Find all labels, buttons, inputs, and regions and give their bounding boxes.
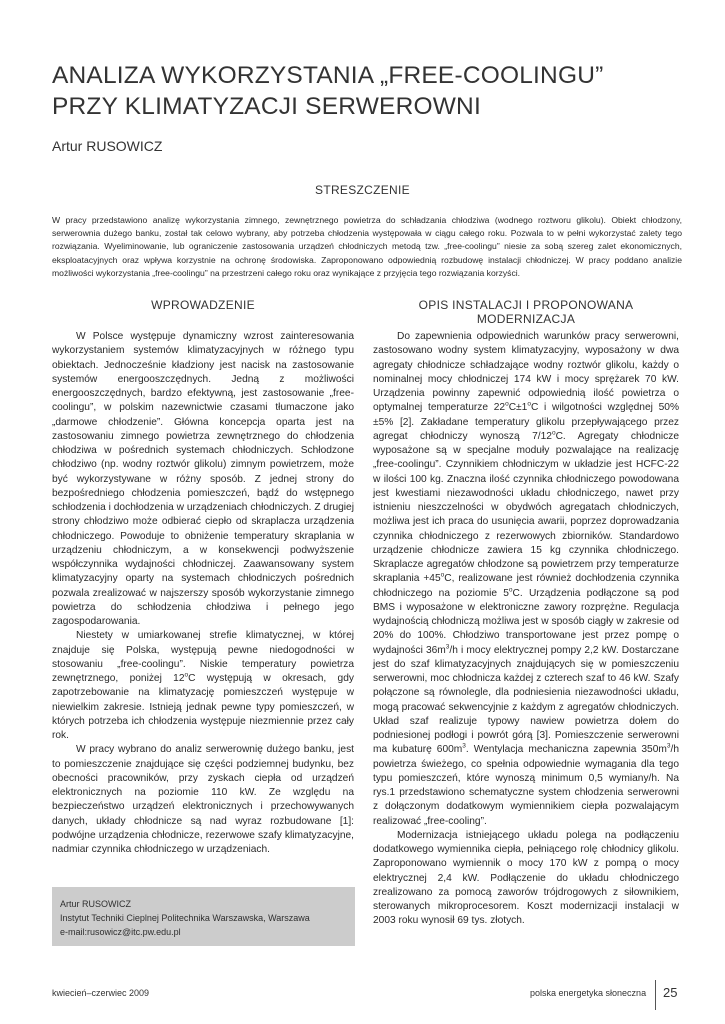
- page-number: 25: [663, 985, 678, 1000]
- abstract-text: W pracy przedstawiono analizę wykorzystania zimnego, zewnętrznego powietrza do schładzania chłodziwa (wodnego roztworu glikolu). Obiekt chłodzony, serwerownia dużego banku, został tak celowo wybrany, aby potrzeba chłodzenia występowała w ciągu całego roku. Pozwala to w pełni wykorzystać zalety tego rozwiązania. Wyeliminowanie, lub ograniczenie zastosowania urządzeń chłodniczych metodą tzw. „free-coolingu” niesie za sobą szereg zalet ekonomicznych, eksploatacyjnych oraz wpływa korzystnie na ochronę środowiska. Zaproponowano odpowiednią rozbudowę instalacji chłodniczej. W pracy poddano analizie możliwości wykorzystania „free-coolingu” na przestrzeni całego roku oraz wynikające z przyjęcia tego rozwiązania korzyści.: [52, 215, 682, 278]
- title-line-2: PRZY KLIMATYZACJI SERWEROWNI: [52, 93, 481, 120]
- intro-paragraph-2: Niestety w umiarkowanej strefie klimatycznej, w której znajduje się Polska, występują pewne niedogodności w stosowaniu „free-coolingu”. Niskie temperatury powietrza zewnętrznego, poniżej 12$^o$C występują w okresach, gdy zapotrzebowanie na klimatyzację pomieszczeń występuje w niewielkim zakresie. Istnieją jednak pewne typy pomieszczeń, w których potrzeba ich chłodzenia występuje niezmiennie przez cały rok.: [52, 630, 354, 741]
- affiliation-name: Artur RUSOWICZ: [60, 899, 131, 909]
- left-column: [52, 330, 354, 857]
- author-name: Artur RUSOWICZ: [52, 138, 163, 154]
- abstract-heading: STRESZCZENIE: [315, 183, 410, 197]
- author-affiliation-box: [52, 887, 355, 946]
- footer-journal: polska energetyka słoneczna: [530, 988, 647, 998]
- intro-paragraph-3: W pracy wybrano do analiz serwerownię dużego banku, jest to pomieszczenie znajdujące się części podziemnej budynku, bez obecności pracowników, przy zyskach ciepła od urządzeń elektronicznych na poziomie 110 kW. Ze względu na bezpieczeństwo urządzeń elektronicznych i przechowywanych danych, układy chłodnicze są nad wyraz rozbudowane [1]: podwójne urządzenia chłodnicze, rezerwowe szafy klimatyzacyjne, nadmiar czynnika chłodniczego w urządzeniach.: [52, 744, 354, 855]
- section-heading-installation: OPIS INSTALACJI I PROPONOWANA MODERNIZACJA: [418, 298, 634, 326]
- affiliation-institute: Instytut Techniki Cieplnej Politechnika Warszawska, Warszawa: [60, 913, 310, 923]
- installation-paragraph-2: Modernizacja istniejącego układu polega na podłączeniu dodatkowego wymiennika ciepła, pełniącego rolę chłodnicy glikolu. Zaproponowano wymiennik o mocy 170 kW z pompą o mocy elektrycznej 2,4 kW. Podłączenie do układu chłodniczego zrealizowano za pomocą zaworów trójdrogowych z siłownikiem, sterowanych mikroprocesorem. Koszt modernizacji instalacji w 2003 roku wynosił 69 tys. złotych.: [373, 829, 679, 927]
- affiliation-email: e-mail:rusowicz@itc.pw.edu.pl: [60, 927, 181, 937]
- intro-paragraph-1: W Polsce występuje dynamiczny wzrost zainteresowania wykorzystaniem systemów klimatyzacyjnych w różnego typu obiektach. Jednocześnie kładziony jest nacisk na zastosowanie systemów energooszczędnych. Jedną z możliwości energooszczędnych, bardzo efektywną, jest zastosowanie „free-coolingu”, w polskim nazewnictwie czasami tłumaczone jako „darmowe chłodzenie”. Główna koncepcja oparta jest na zastosowaniu zimnego powietrza zewnętrznego do chłodzenia chłodziwa w pośrednich systemach chłodniczych. Schłodzone chłodziwo (np. wodny roztwór glikolu) zimnym powietrzem, może być wykorzystywane w różny sposób. Z jednej strony do bezpośredniego chłodzenia pomieszczeń, bądź do wstępnego schłodzenia i dochłodzenia w urządzeniach chłodniczych. Z drugiej strony chłodziwo może odbierać ciepło od skraplacza urządzenia chłodniczego. Powoduje to obniżenie temperatury skraplania w urządzeniu chłodniczym, a w konsekwencji podwyższenie współczynnika wydajności chłodniczej. Zaawansowany system klimatyzacyjny oparty na systemach chłodniczych pośrednich pozwala zrealizować w najszerszy sposób wykorzystanie zimnego powietrza do schłodzenia chłodziwa i pełnego jego zagospodarowania.: [52, 331, 354, 627]
- installation-paragraph-1: Do zapewnienia odpowiednich warunków pracy serwerowni, zastosowano wodny system klimatyzacyjny, wyposażony w dwa agregaty chłodnicze schładzające wodny roztwór glikolu, każdy o nominalnej mocy chłodniczej 174 kW i mocy sprężarek 70 kW. Urządzenia powinny zapewnić odpowiednią ilość powietrza o optymalnej temperaturze $22^oC\pm 1^oC$ i wilgotności względnej 50%±5% [2]. Zakładane temperatury glikolu przepływającego przez agregat chłodniczy wynoszą 7/12$^o$C. Agregaty chłodnicze wyposażone są w specjalne moduły pozwalające na realizację „free-coolingu”. Czynnikiem chłodniczym w układzie jest HCFC-22 w ilości 100 kg. Znaczna ilość czynnika chłodniczego powodowana jest kwestiami niezawodności układu chłodniczego, nawet przy istnieniu nieszczelności w obydwóch agregatach chłodniczych, możliwa jest ich praca do usunięcia awarii, poprzez doprowadzania czynnika chłodniczego z rezerwowych zbiorników. Standardowo urządzenie chłodnicze zawiera 15 kg czynnika chłodniczego. Skraplacze agregatów chłodzone są powietrzem przy temperaturze skraplania $+45^oC$, realizowane jest również dochłodzenia czynnika chłodniczego na poziomie 5$^o$C. Urządzenia podłączone są pod BMS i wyposażone w elektroniczne zawory rozprężne. Regulacja wydajnością chłodniczą możliwa jest w sposób ciągły w zakresie od 20% do 100%. Chłodziwo transportowane jest przez pompę o wydajności $36m^3/h$ i mocy elektrycznej pompy 2,2 kW. Dostarczane jest do szaf klimatyzacyjnych znajdujących się w pomieszczeniu serwerowni, moc chłodnicza każdej z czterech szaf to 46 kW. Szafy połączone są równolegle, dla podniesienia niezawodności układu, mogą pracować sekwencyjnie z każdym z agregatów chłodniczych. Układ szaf realizuje typowy nawiew powietrza dołem do podniesionej podłogi i powrót górą [3]. Pomieszczenie serwerowni ma kubaturę $600m^3$. Wentylacja mechaniczna zapewnia $350m^3/h$ powietrza świeżego, co spełnia odpowiednie wymagania dla tego typu pomieszczeń, które wynoszą minimum 0,5 wymiany/h. Na rys.1 przedstawiono schematyczne system chłodzenia serwerowni z dołączonym dodatkowym wymiennikiem ciepła pozwalającym realizować „free-cooling”.: [373, 331, 680, 827]
- footer-issue: kwiecień–czerwiec 2009: [52, 988, 150, 998]
- section-heading-introduction: WPROWADZENIE: [151, 298, 255, 312]
- article-title: [52, 60, 692, 122]
- footer-divider: [655, 980, 656, 1010]
- right-column: [373, 330, 679, 929]
- title-line-1: ANALIZA WYKORZYSTANIA „FREE-COOLINGU”: [52, 62, 604, 89]
